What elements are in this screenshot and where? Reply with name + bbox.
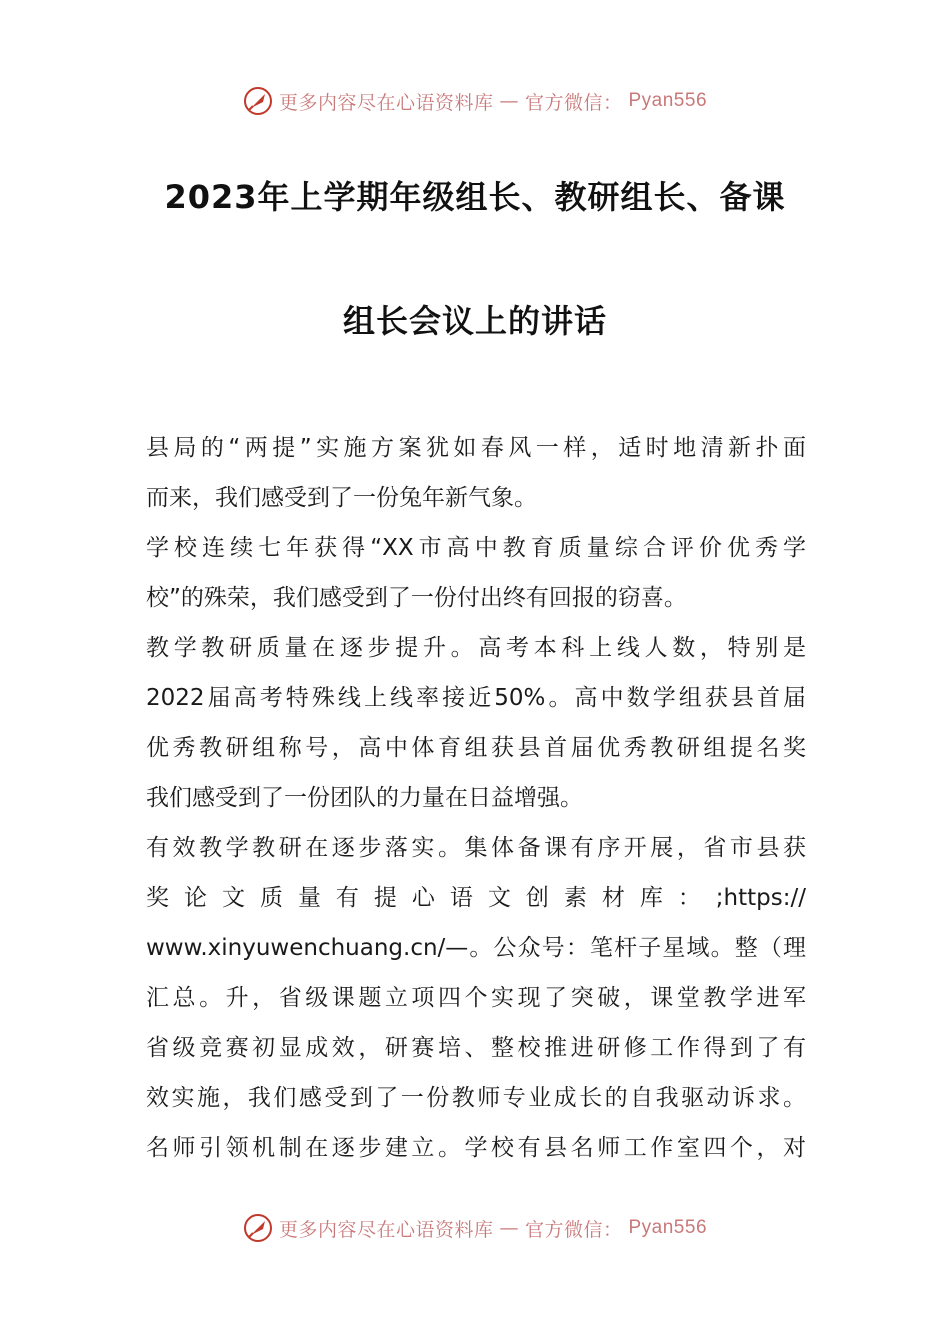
watermark-dash: — [499, 90, 519, 112]
body-line: 有效教学教研在逐步落实。集体备课有序开展，省市县获 [146, 835, 806, 861]
body-line: 名师引领机制在逐步建立。学校有县名师工作室四个，对 [146, 1135, 806, 1161]
document-body [146, 428, 806, 1178]
page-title-line-1: 2023年上学期年级组长、教研组长、备课 [164, 178, 786, 216]
body-line: 县局的“两提”实施方案犹如春风一样，适时地清新扑面 [146, 435, 806, 461]
body-line: 我们感受到了一份团队的力量在日益增强。 [146, 785, 583, 811]
body-line: www.xinyuwenchuang.cn/—。公众号：笔杆子星域。整（理 [146, 935, 806, 961]
body-line: 校”的殊荣，我们感受到了一份付出终有回报的窃喜。 [146, 585, 687, 611]
body-line: 2022届高考特殊线上线率接近50%。高中数学组获县首届 [146, 685, 806, 711]
page-title-line-2: 组长会议上的讲话 [342, 302, 607, 340]
body-line: 奖 论 文 质 量 有 提 心 语 文 创 素 材 库 ： ;https:// [146, 885, 806, 911]
body-line: 教学教研质量在逐步提升。高考本科上线人数，特别是 [146, 635, 806, 661]
watermark-wechat-id: Pyan556 [628, 1217, 708, 1238]
watermark-main-text: 更多内容尽在心语资料库 [278, 1218, 494, 1241]
body-line: 汇总。升，省级课题立项四个实现了突破，课堂教学进军 [146, 985, 806, 1011]
body-line: 而来，我们感受到了一份兔年新气象。 [146, 485, 537, 511]
watermark-sub-text: 官方微信： [524, 91, 623, 114]
watermark-wechat-id: Pyan556 [628, 90, 708, 111]
quill-logo-icon [243, 86, 273, 116]
watermark-sub-text: 官方微信： [524, 1218, 623, 1241]
watermark-dash: — [499, 1217, 519, 1239]
header-watermark [0, 86, 950, 116]
body-line: 优秀教研组称号，高中体育组获县首届优秀教研组提名奖 [146, 735, 806, 761]
watermark-main-text: 更多内容尽在心语资料库 [278, 91, 494, 114]
quill-logo-icon [243, 1213, 273, 1243]
body-line: 学校连续七年获得“XX市高中教育质量综合评价优秀学 [146, 535, 806, 561]
body-line: 省级竞赛初显成效，研赛培、整校推进研修工作得到了有 [146, 1035, 806, 1061]
footer-watermark [0, 1213, 950, 1243]
body-line: 效实施，我们感受到了一份教师专业成长的自我驱动诉求。 [146, 1085, 806, 1111]
